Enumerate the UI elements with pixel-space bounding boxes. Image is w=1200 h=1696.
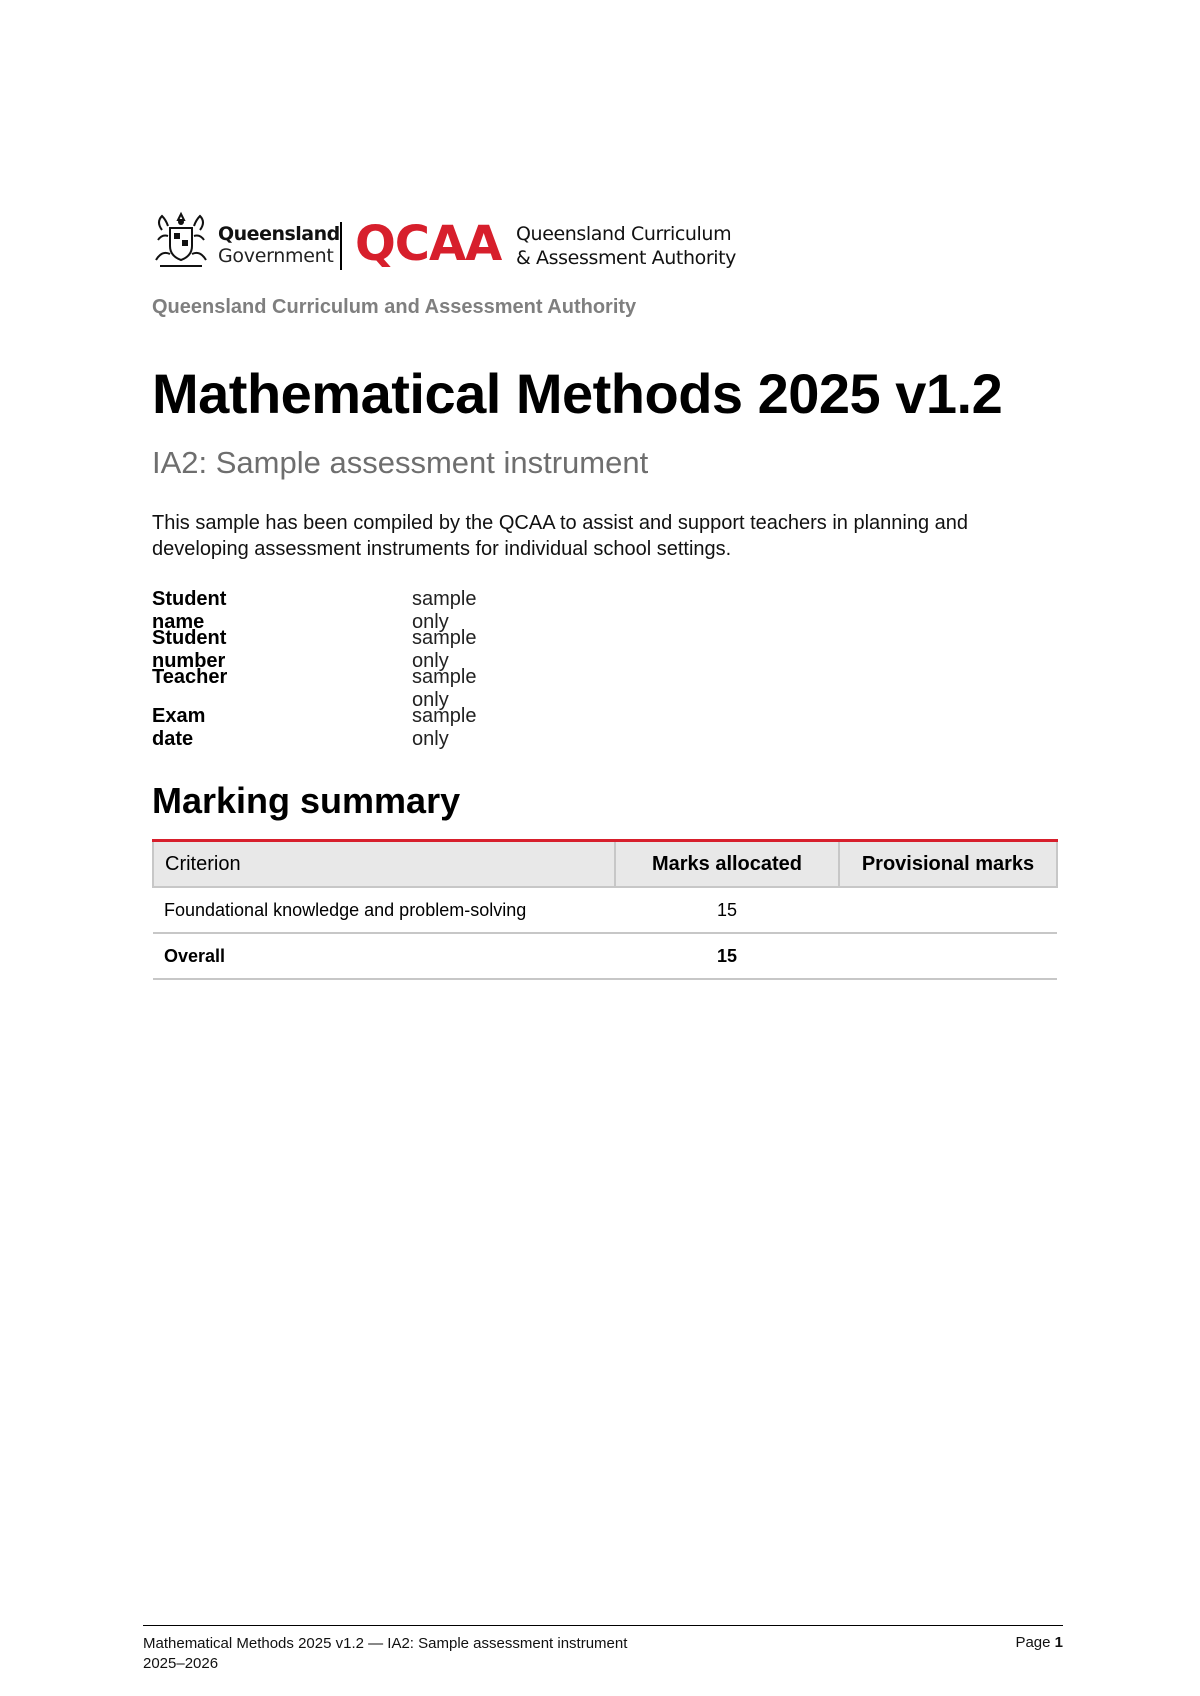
queensland-government-wordmark: [218, 223, 340, 267]
document-subtitle: IA2: Sample assessment instrument: [152, 445, 649, 480]
info-value: sample only: [412, 705, 477, 750]
footer-doc-line: Mathematical Methods 2025 v1.2 — IA2: Sample assessment instrument: [143, 1635, 628, 1652]
queensland-coat-of-arms-icon: [150, 210, 212, 272]
info-label: Student name: [152, 588, 227, 633]
table-row-overall: [153, 933, 1057, 979]
column-header-provisional-marks: Provisional marks: [839, 841, 1057, 888]
marks-allocated-cell: 15: [615, 933, 839, 979]
info-value: sample only: [412, 666, 477, 711]
marking-summary-table: [152, 839, 1058, 980]
info-label: Teacher: [152, 666, 228, 688]
page-label: Page: [1015, 1634, 1051, 1651]
page-number: 1: [1054, 1634, 1063, 1651]
provisional-marks-cell: [839, 887, 1057, 933]
footer-page-number: [1015, 1634, 1063, 1651]
info-label: Student number: [152, 627, 227, 672]
criterion-cell: Overall: [153, 933, 615, 979]
footer-document-info: [143, 1634, 627, 1674]
marking-summary-heading: Marking summary: [152, 780, 461, 821]
authority-line2: & Assessment Authority: [516, 247, 737, 269]
marks-allocated-cell: 15: [615, 887, 839, 933]
provisional-marks-cell: [839, 933, 1057, 979]
authority-line1: Queensland Curriculum: [516, 223, 732, 245]
column-header-marks-allocated: Marks allocated: [615, 841, 839, 888]
government-line2: Government: [218, 245, 334, 267]
column-header-criterion: Criterion: [153, 841, 615, 888]
footer-years: 2025–2026: [143, 1655, 219, 1672]
qcaa-logo: [150, 210, 740, 272]
info-value: sample only: [412, 588, 477, 633]
info-label: Exam date: [152, 705, 206, 750]
footer-divider: [143, 1625, 1063, 1626]
logo-divider: [340, 222, 342, 270]
organisation-name: Queensland Curriculum and Assessment Authority: [152, 296, 637, 318]
government-line1: Queensland: [218, 223, 340, 245]
table-row: [153, 887, 1057, 933]
qcaa-wordmark: QCAA: [355, 216, 502, 272]
table-header-row: [153, 841, 1057, 888]
info-value: sample only: [412, 627, 477, 672]
criterion-cell: Foundational knowledge and problem-solving: [153, 887, 615, 933]
intro-paragraph: This sample has been compiled by the QCAA to assist and support teachers in planning and developing assessment instruments for individual school settings.: [152, 512, 969, 560]
authority-wordmark: [516, 222, 736, 270]
document-title: Mathematical Methods 2025 v1.2: [152, 362, 1003, 425]
